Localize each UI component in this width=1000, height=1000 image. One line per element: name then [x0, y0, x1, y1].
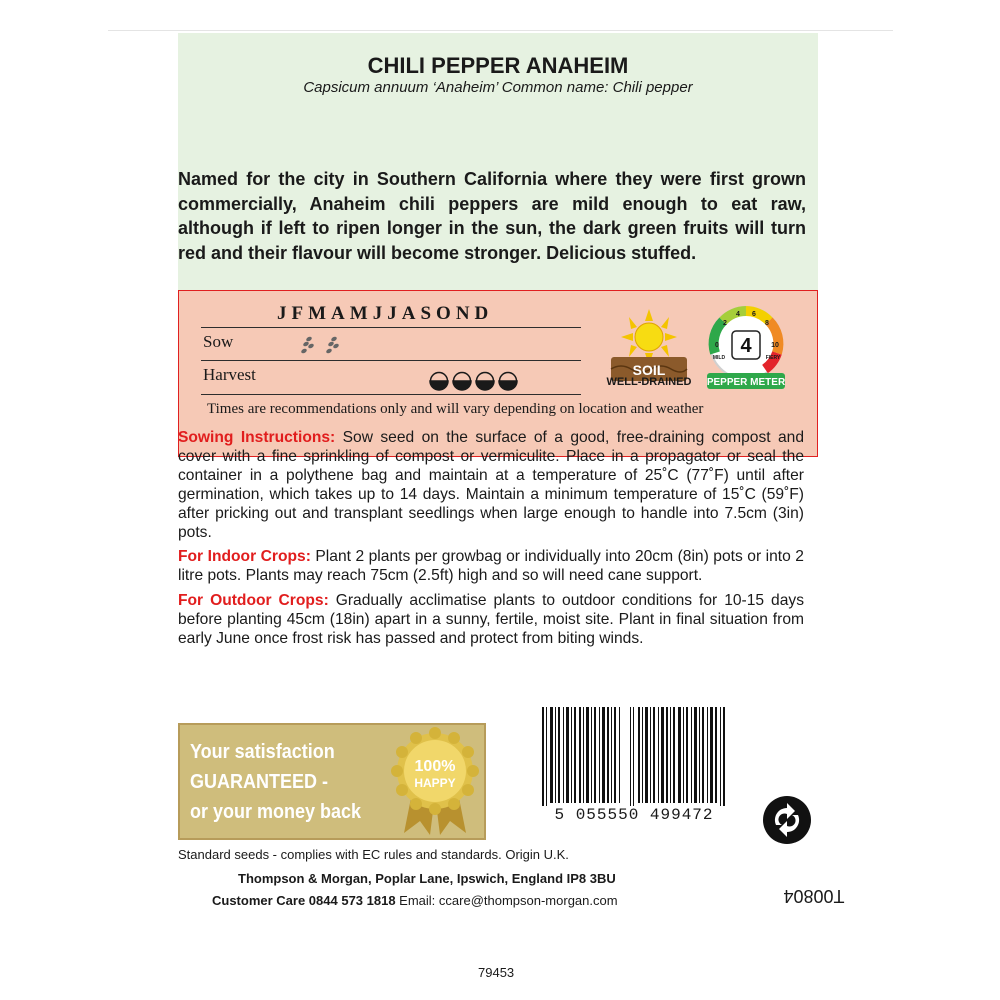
meter-scale-0: 0: [715, 342, 719, 349]
month-label: J: [372, 303, 388, 324]
section-text: Plant 2 plants per growbag or individually into 20cm (8in) pots or into 2 litre pots. Plants may reach 75cm (2.5ft) high and so will need cane support.: [178, 548, 804, 585]
meter-scale-8: 8: [765, 320, 769, 327]
rosette-icon: [390, 725, 480, 837]
month-label: F: [291, 303, 309, 324]
top-divider: [108, 30, 893, 31]
month-label: D: [474, 303, 494, 324]
section-heading: For Indoor Crops:: [178, 548, 311, 566]
harvest-bowl-icon: [429, 369, 519, 393]
harvest-label: Harvest: [203, 365, 256, 384]
guarantee-line: or your money back: [190, 801, 362, 823]
meter-fiery: FIERY: [765, 355, 781, 361]
calendar-rule: [201, 327, 581, 328]
month-label: N: [455, 303, 475, 324]
guarantee-line: Your satisfaction: [190, 741, 335, 763]
month-label: A: [401, 303, 421, 324]
meter-scale-6: 6: [752, 311, 756, 318]
botanical-subtitle: Capsicum annuum ‘Anaheim’ Common name: Chili pepper: [303, 79, 693, 96]
meter-mild: MILD: [712, 355, 726, 361]
month-label: J: [277, 303, 292, 324]
month-row: [277, 303, 582, 325]
company-address: Thompson & Morgan, Poplar Lane, Ipswich, England IP8 3BU: [238, 871, 616, 886]
calendar-note: Times are recommendations only and will vary depending on location and weather: [207, 401, 704, 417]
section-heading: Sowing Instructions:: [178, 429, 336, 446]
month-label: J: [387, 303, 402, 324]
outdoor-crops: [178, 592, 804, 649]
section-text: Sow seed on the surface of a good, free-draining compost and cover with a fine sprinkling of compost or vermiculite. Place in a propagator or seal the container in a polythene bag and maintain at a temperature of 25˚C (77˚F) until after germination, which takes up to 14 days. Maintain a minimum temperature of 15˚C (59˚F) after pricking out and transplant seedlings when large enough to handle into 7.5cm (3in) pots.: [178, 429, 805, 541]
month-label: S: [420, 303, 437, 324]
indoor-crops: [178, 548, 804, 586]
soil-label: SOIL: [632, 362, 666, 378]
sowing-instructions: [178, 429, 804, 542]
meter-scale-2: 2: [723, 320, 727, 327]
month-label: O: [436, 303, 456, 324]
care-email: Email: ccare@thompson-morgan.com: [395, 893, 618, 908]
care-phone: Customer Care 0844 573 1818: [212, 893, 396, 908]
guarantee-text: [190, 737, 370, 827]
standards-note: Standard seeds - complies with EC rules and standards. Origin U.K.: [178, 847, 569, 862]
pepper-meter-icon: [703, 303, 789, 393]
sun-icon: [621, 309, 677, 365]
badge-percent: 100%: [414, 758, 456, 775]
sow-label: Sow: [203, 332, 234, 351]
customer-care: [212, 893, 618, 908]
seed-icon: [299, 331, 349, 359]
month-label: A: [331, 303, 350, 324]
side-code: T00804: [783, 886, 845, 906]
meter-scale-4: 4: [736, 311, 740, 318]
guarantee-line: GUARANTEED -: [190, 771, 329, 793]
section-heading: For Outdoor Crops:: [178, 592, 329, 610]
calendar-rule: [201, 360, 581, 361]
month-label: M: [349, 303, 373, 324]
meter-label: PEPPER METER: [706, 377, 786, 388]
meter-value: 4: [740, 335, 752, 357]
recycle-icon: [762, 795, 812, 845]
packet-header: [178, 33, 818, 290]
soil-caption: WELL-DRAINED: [606, 376, 692, 388]
instruction-sections: [178, 429, 804, 655]
guarantee-badge: [178, 723, 486, 840]
barcode-number: 5 055550 499472: [534, 806, 734, 824]
section-text: Gradually acclimatise plants to outdoor conditions for 10-15 days before planting 45cm (18in) apart in a sunny, fertile, moist site. Plant in final situation from early June once frost risk has passed and protect from biting winds.: [178, 592, 804, 648]
badge-happy: HAPPY: [414, 776, 456, 790]
intro-paragraph: Named for the city in Southern California where they were first grown commercially, Anaheim chili peppers are mild enough to eat raw, although if left to ripen longer in the sun, the dark green fruits will turn red and their flavour will become stronger. Delicious stuffed.: [178, 169, 806, 263]
month-label: M: [308, 303, 332, 324]
page-title: CHILI PEPPER ANAHEIM: [367, 53, 629, 78]
bottom-code: 79453: [478, 965, 515, 980]
calendar-rule: [201, 394, 581, 395]
meter-scale-10: 10: [771, 342, 779, 349]
